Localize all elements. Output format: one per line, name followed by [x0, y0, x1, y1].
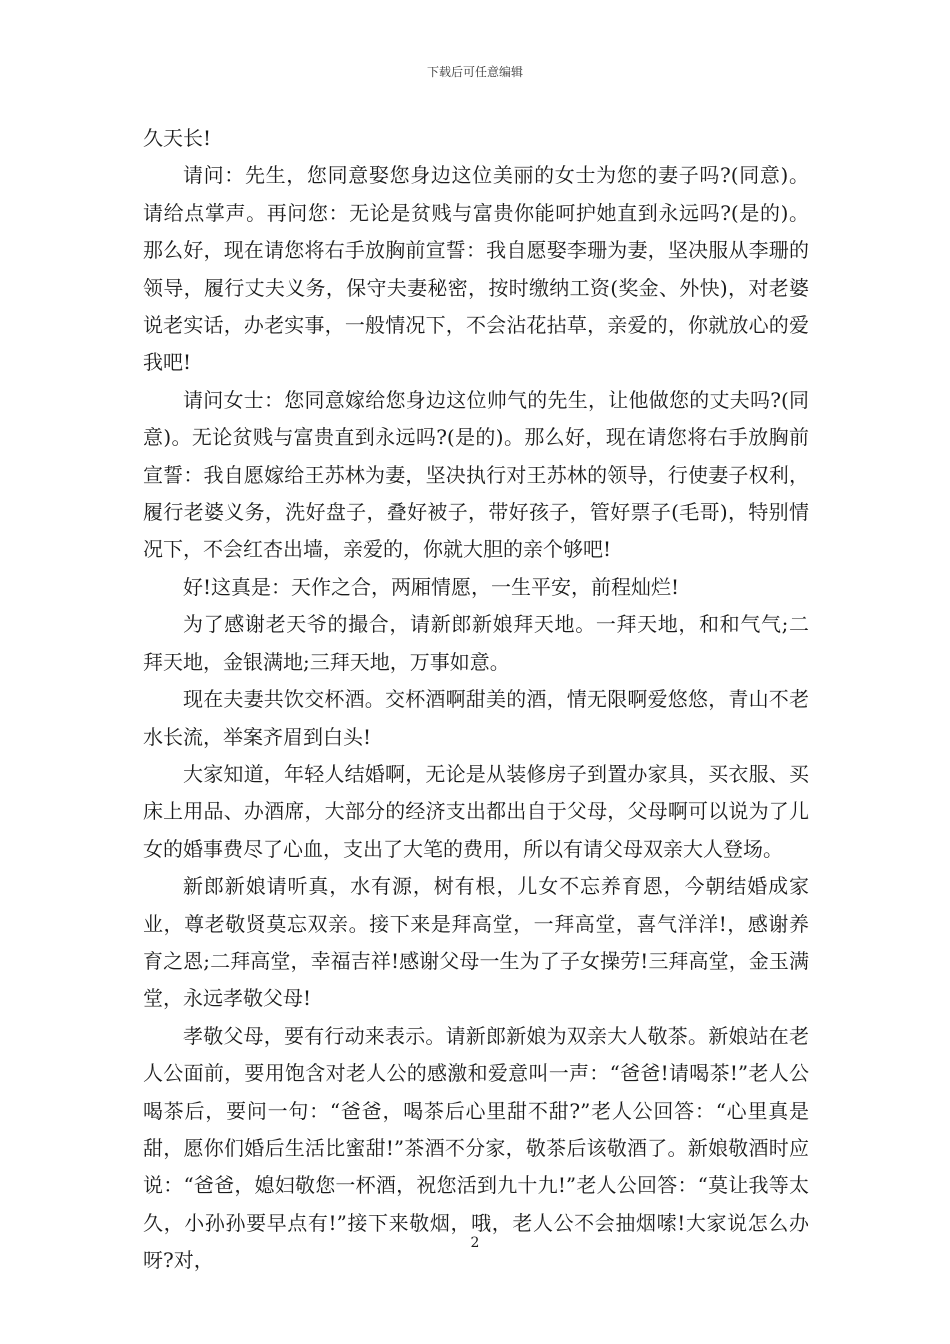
- paragraph-4: 好!这真是：天作之合，两厢情愿，一生平安，前程灿烂!: [183, 574, 680, 599]
- paragraph-2: 请问：先生，您同意娶您身边这位美丽的女士为您的妻子吗?(同意)。请给点掌声。再问您：无论是贫贱与富贵你能呵护她直到永远吗?(是的)。那么好，现在请您将右手放胸前宣誓：我自愿娶李珊为妻，坚决服从李珊的领导，履行丈夫义务，保守夫妻秘密，按时缴纳工资(奖金、外快)，对老婆说老实话，办老实事，一般情况下，不会沾花拈草，亲爱的，你就放心的爱我吧!: [143, 163, 809, 375]
- page-number: 2: [470, 1235, 480, 1251]
- paragraph-7: 大家知道，年轻人结婚啊，无论是从装修房子到置办家具，买衣服、买床上用品、办酒席，大部分的经济支出都出自于父母，父母啊可以说为了儿女的婚事费尽了心血，支出了大笔的费用，所以有请父母双亲大人登场。: [143, 761, 809, 861]
- paragraph-1: 久天长!: [143, 126, 212, 150]
- page-header: 下载后可任意编辑: [426, 65, 523, 79]
- paragraph-3: 请问女士：您同意嫁给您身边这位帅气的先生，让他做您的丈夫吗?(同意)。无论贫贱与富贵直到永远吗?(是的)。那么好，现在请您将右手放胸前宣誓：我自愿嫁给王苏林为妻，坚决执行对王苏林的领导，行使妻子权利，履行老婆义务，洗好盘子，叠好被子，带好孩子，管好票子(毛哥)，特别情况下，不会红杏出墙，亲爱的，你就大胆的亲个够吧!: [143, 387, 809, 562]
- document-body: [143, 120, 809, 1280]
- paragraph-6: 现在夫妻共饮交杯酒。交杯酒啊甜美的酒，情无限啊爱悠悠，青山不老水长流，举案齐眉到白头!: [143, 687, 809, 749]
- paragraph-9: 孝敬父母，要有行动来表示。请新郎新娘为双亲大人敬茶。新娘站在老人公面前，要用饱含对老人公的感激和爱意叫一声：“爸爸!请喝茶!”老人公喝茶后，要问一句：“爸爸，喝茶后心里甜不甜?”老人公回答：“心里真是甜，愿你们婚后生活比蜜甜!”茶酒不分家，敬茶后该敬酒了。新娘敬酒时应说：“爸爸，媳妇敬您一杯酒，祝您活到九十九!”老人公回答：“莫让我等太久，小孙孙要早点有!”接下来敬烟，哦，老人公不会抽烟嗦!大家说怎么办呀?对，: [143, 1023, 809, 1273]
- paragraph-5: 为了感谢老天爷的撮合，请新郎新娘拜天地。一拜天地，和和气气;二拜天地，金银满地;三拜天地，万事如意。: [143, 612, 809, 674]
- paragraph-8: 新郎新娘请听真，水有源，树有根，儿女不忘养育恩，今朝结婚成家业，尊老敬贤莫忘双亲。接下来是拜高堂，一拜高堂，喜气洋洋!，感谢养育之恩;二拜高堂，幸福吉祥!感谢父母一生为了子女操劳!三拜高堂，金玉满堂，永远孝敬父母!: [143, 874, 809, 1011]
